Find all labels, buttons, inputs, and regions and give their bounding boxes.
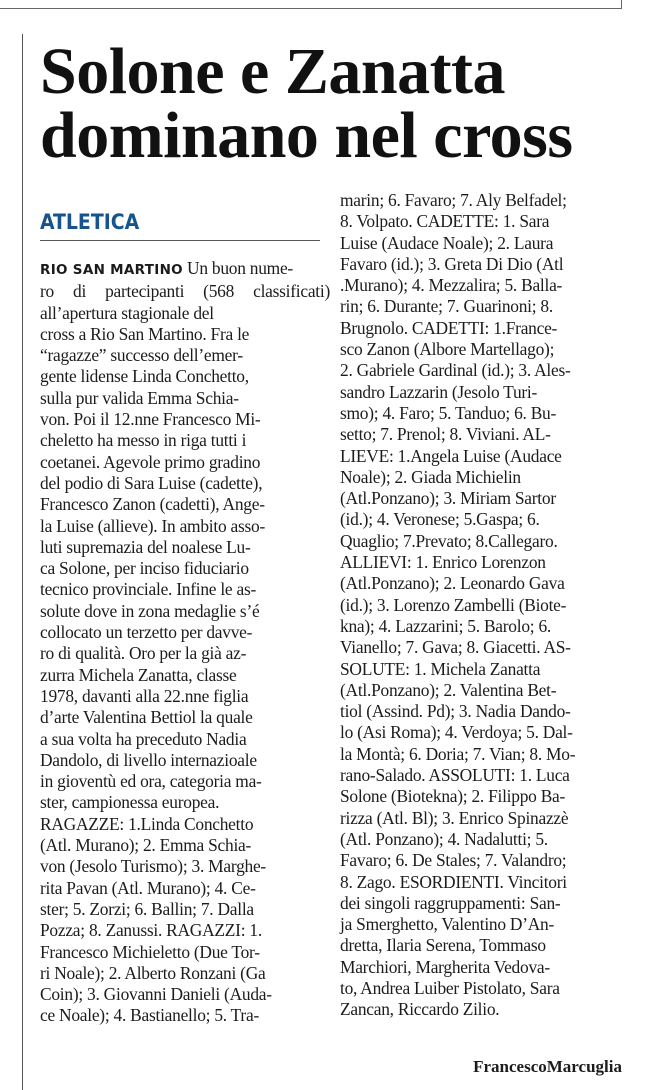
results-ragazze-ragazzi: RAGAZZE: 1.Linda Conchetto (Atl. Murano); 2. Emma Schia- von (Jesolo Turismo); 3. Marghe- rita Pavan (Atl. Murano); 4. Ce- ster; 5. Zorzi; 6. Ballin; 7. Dalla Pozza; 8. Zanussi. RAGAZZI: 1. Francesco Michieletto (Due Tor- ri Noale); 2. Alberto Ronzani (Ga Coin); 3. Giovanni Danieli (Auda- ce Noale); 4. Bastianello; 5. Tra- xyxy=(40,813,272,1026)
left-column-rule xyxy=(22,34,23,1090)
section-tag-rule xyxy=(40,240,320,241)
results-continued: marin; 6. Favaro; 7. Aly Belfadel; 8. Volpato. CADETTE: 1. Sara Luise (Audace Noale); 2. Laura Favaro (id.); 3. Greta Di Dio (Atl .Murano); 4. Mezzalira; 5. Balla- rin; 6. Durante; 7. Guarinoni; 8. Brugnolo. CADETTI: 1.France- sco Zanon (Albore Martellago); 2. Gabriele Gardinal (id.); 3. Ales- sandro Lazzarin (Jesolo Turi- smo); 4. Faro; 5. Tanduo; 6. Bu- setto; 7. Prenol; 8. Viviani. AL- LIEVE: 1.Angela Luise (Audace Noale); 2. Giada Michielin (Atl.Ponzano); 3. Miriam Sartor (id.); 4. Veronese; 5.Gaspa; 6. Quaglio; 7.Prevato; 8.Callegaro. ALLIEVI: 1. Enrico Lorenzon (Atl.Ponzano); 2. Leonardo Gava (id.); 3. Lorenzo Zambelli (Biote- kna); 4. Lazzarini; 5. Barolo; 6. Vianello; 7. Gava; 8. Giacetti. AS- SOLUTE: 1. Michela Zanatta (Atl.Ponzano); 2. Valentina Bet- tiol (Assind. Pd); 3. Nadia Dando- lo (Asi Roma); 4. Verdoya; 5. Dal- la Montà; 6. Doria; 7. Vian; 8. Mo- rano-Salado. ASSOLUTI: 1. Luca Solone (Biotekna); 2. Filippo Ba- rizza (Atl. Bl); 3. Enrico Spinazzè (Atl. Ponzano); 4. Nadalutti; 5. Favaro; 6. De Stales; 7. Valandro; 8. Zago. ESORDIENTI. Vincitori dei singoli raggruppamenti: San- ja Smerghetto, Valentino D’An- dretta, Ilaria Serena, Tommaso Marchiori, Margherita Vedova- to, Andrea Luiber Pistolato, Sara Zancan, Riccardo Zilio. xyxy=(340,190,576,1020)
article-intro: Un buon nume- ro di partecipanti (568 classificati) all’apertura stagionale del cross a Rio San Martino. Fra le “ragazze” successo dell’emer- gente lidense Linda Conchetto, sulla pur valida Emma Schia- von. Poi il 12.nne Francesco Mi- cheletto ha messo in riga tutti i coetanei. Agevole primo gradino del podio di Sara Luise (cadette), Francesco Zanon (cadetti), Ange- la Luise (allieve). In ambito asso- luti supremazia del noalese Lu- ca Solone, per inciso fiduciario tecnico provinciale. Infine le as- solute dove in zona medaglie s’é collocato un terzetto per davve- ro di qualità. Oro per la già az- zurra Michela Zanatta, classe 1978, davanti alla 22.nne figlia d’arte Valentina Bettiol la quale a sua volta ha preceduto Nadia Dandolo, di livello internazioale in gioventù ed ora, categoria ma- ster, campionessa europea. xyxy=(40,258,330,813)
article-column-2 xyxy=(340,190,623,1021)
dateline: RIO SAN MARTINO xyxy=(40,262,183,278)
author-byline: FrancescoMarcuglia xyxy=(473,1057,622,1076)
headline: Solone e Zanatta dominano nel cross xyxy=(40,35,573,172)
article-column-1 xyxy=(40,258,330,1027)
top-rule-end xyxy=(621,0,622,9)
top-rule xyxy=(0,8,622,9)
section-tag: ATLETICA xyxy=(40,210,140,234)
